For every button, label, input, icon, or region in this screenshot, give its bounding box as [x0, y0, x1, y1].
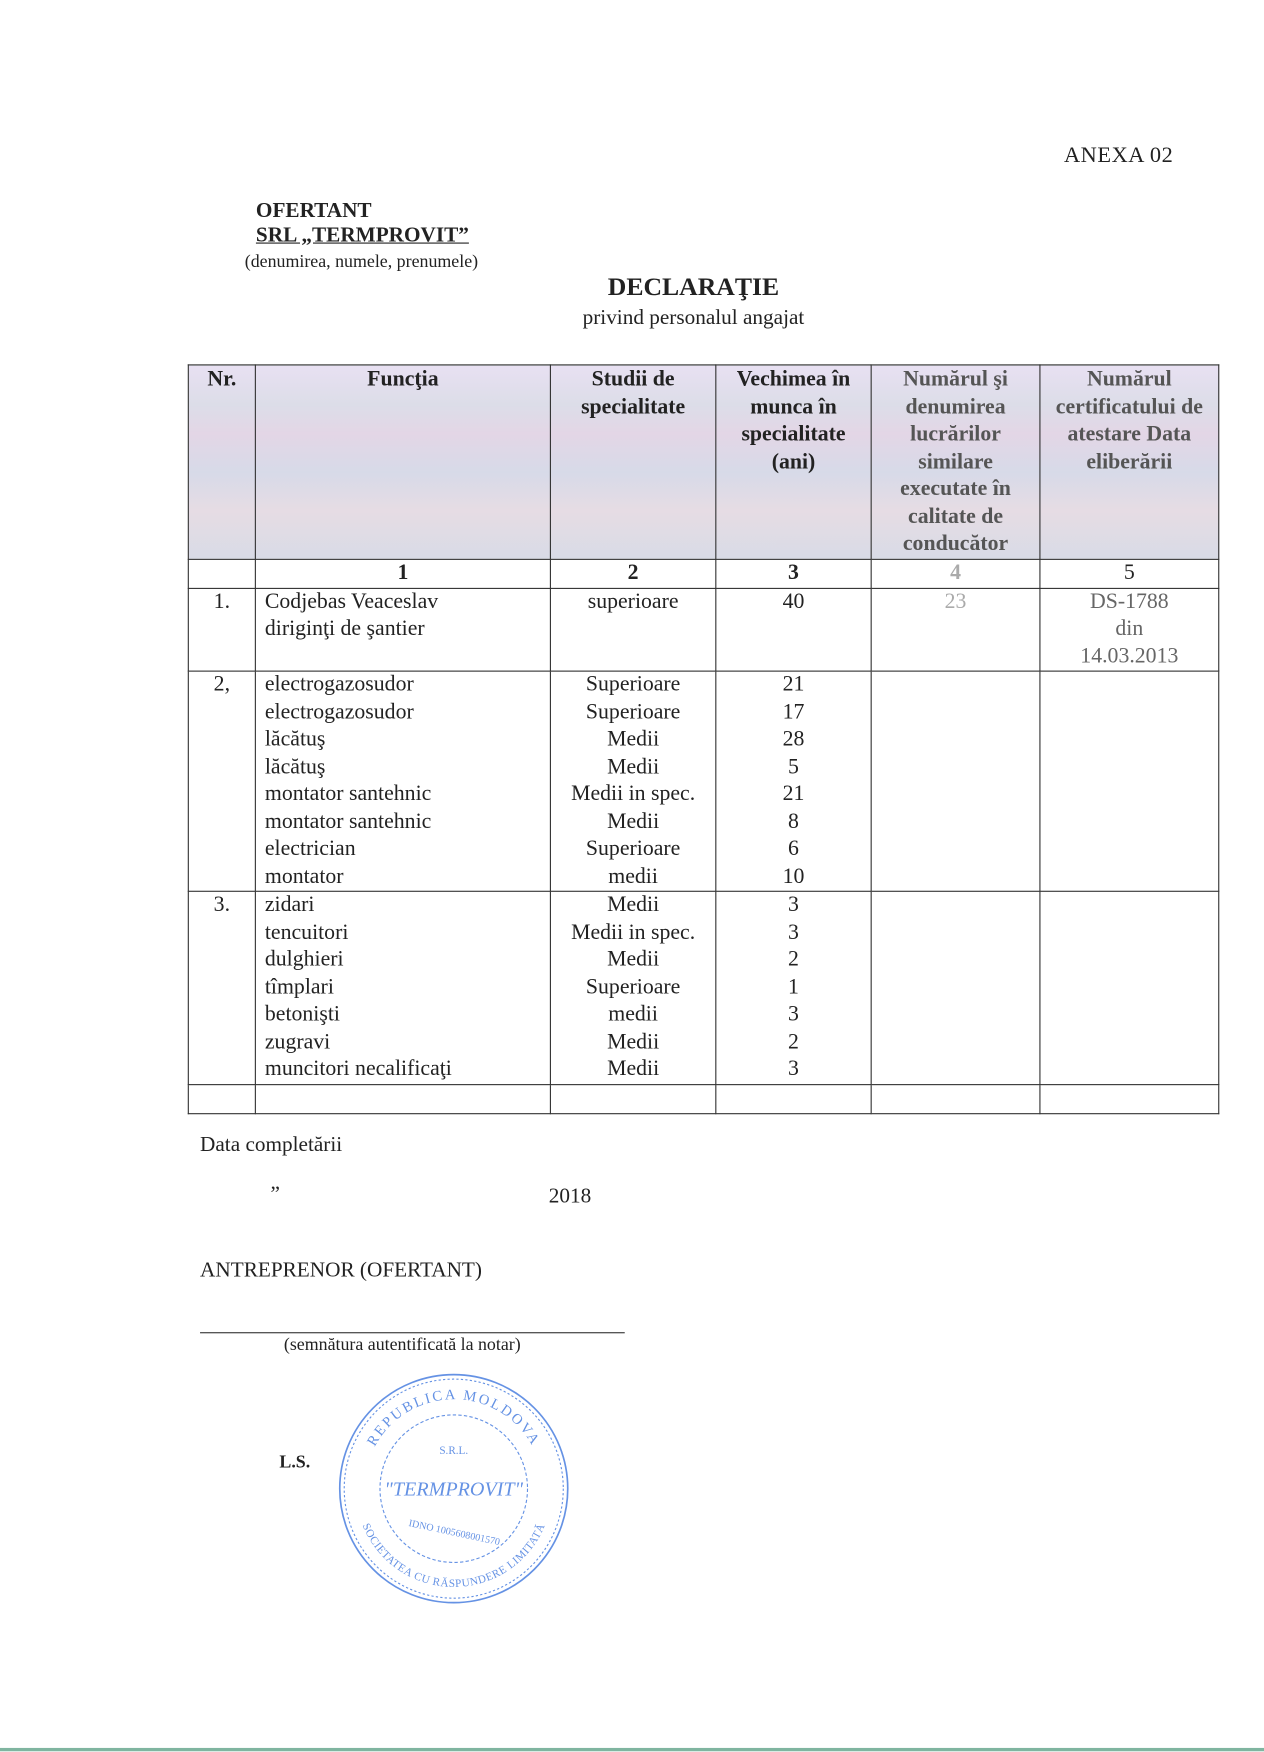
- experience-item: 21: [782, 672, 805, 697]
- function-item: electrician: [264, 837, 356, 861]
- experience-item: 2: [788, 1029, 799, 1054]
- table-row: [188, 588, 1218, 671]
- experience-item: 1: [788, 975, 799, 999]
- table-row: [188, 671, 1218, 891]
- experience-item: 8: [788, 809, 799, 834]
- studies-item: Superioare: [585, 672, 681, 697]
- function-item: zidari: [264, 892, 315, 917]
- signature-line: [200, 1332, 625, 1333]
- similar-works-cell: [871, 891, 1040, 1084]
- function-item: electrogazosudor: [264, 700, 414, 724]
- completion-date-label: Data completării: [200, 1133, 343, 1157]
- function-item: electrogazosudor: [264, 672, 414, 697]
- empty-row: [188, 1084, 1218, 1113]
- scan-edge: [0, 1748, 1264, 1751]
- function-item: Codjebas Veaceslav: [264, 589, 439, 614]
- function-item: betonişti: [264, 1002, 340, 1026]
- experience-cell: [716, 588, 871, 671]
- empty-cell: [1040, 1084, 1219, 1113]
- experience-item: 28: [782, 727, 805, 752]
- certificate-cell: [1040, 588, 1219, 671]
- stamp-company-name: "TERMPROVIT": [384, 1478, 524, 1501]
- column-number: 5: [1040, 559, 1219, 588]
- row-number: 2,: [188, 671, 255, 891]
- stamp-srl: S.R.L.: [439, 1444, 469, 1457]
- studies-item: Medii: [607, 947, 660, 972]
- annex-label: ANEXA 02: [1063, 143, 1174, 168]
- bidder-label: OFERTANT: [255, 198, 372, 223]
- date-year: 2018: [548, 1184, 592, 1209]
- studies-item: Medii: [607, 754, 660, 779]
- function-item: tîmplari: [264, 975, 334, 999]
- studies-item: Superioare: [585, 837, 681, 861]
- function-cell: [255, 891, 550, 1084]
- studies-item: Superioare: [585, 975, 681, 999]
- column-number: 1: [255, 559, 550, 588]
- column-number: 4: [871, 559, 1040, 588]
- table-header-row: [188, 365, 1218, 559]
- function-cell: [255, 588, 550, 671]
- column-header-similar-works: Numărul şi denumirea lucrărilor similare executate în calitate de conducător: [871, 365, 1040, 559]
- function-item: tencuitori: [264, 920, 349, 944]
- certificate-line: din: [1115, 616, 1144, 641]
- experience-item: 3: [788, 1057, 799, 1081]
- similar-works-cell: [871, 671, 1040, 891]
- column-number: 2: [550, 559, 715, 588]
- certificate-line: DS-1788: [1089, 589, 1169, 614]
- date-quote: ”: [270, 1182, 280, 1206]
- studies-item: superioare: [587, 589, 679, 614]
- column-header-certificate: Numărul certificatului de atestare Data eliberării: [1040, 365, 1219, 559]
- empty-cell: [550, 1084, 715, 1113]
- stamp-bottom-text: SOCIETATEA CU RĂSPUNDERE LIMITATĂ: [359, 1521, 548, 1591]
- experience-item: 6: [788, 837, 799, 861]
- experience-cell: [716, 891, 871, 1084]
- similar-works-cell: 23: [871, 588, 1040, 671]
- column-header-studies: Studii de specialitate: [550, 365, 715, 559]
- column-number-row: [188, 559, 1218, 588]
- function-cell: [255, 671, 550, 891]
- studies-item: Medii: [607, 892, 660, 917]
- experience-item: 3: [788, 1002, 799, 1026]
- experience-item: 17: [782, 700, 805, 724]
- document-title: DECLARAŢIE: [607, 272, 780, 301]
- row-number: 3.: [188, 891, 255, 1084]
- studies-item: Medii: [607, 727, 660, 752]
- empty-cell: [188, 1084, 255, 1113]
- stamp-top-text: REPUBLICA MOLDOVA: [364, 1387, 544, 1449]
- experience-item: 21: [782, 782, 805, 806]
- column-number: 3: [716, 559, 871, 588]
- certificate-cell: [1040, 891, 1219, 1084]
- studies-item: Superioare: [585, 700, 681, 724]
- studies-item: medii: [608, 864, 658, 888]
- experience-item: 5: [788, 754, 799, 779]
- document-subtitle: privind personalul angajat: [582, 306, 805, 330]
- svg-text:REPUBLICA MOLDOVA: [364, 1387, 543, 1449]
- signature-note: (semnătura autentificată la notar): [283, 1335, 521, 1355]
- function-item: lăcătuş: [264, 754, 326, 779]
- function-item: diriginţi de şantier: [264, 616, 425, 641]
- studies-item: [560, 616, 706, 643]
- empty-cell: [716, 1084, 871, 1113]
- studies-item: medii: [608, 1002, 658, 1026]
- function-item: montator santehnic: [264, 809, 432, 834]
- studies-item: Medii: [607, 1057, 660, 1081]
- empty-cell: [255, 1084, 550, 1113]
- bidder-block: [256, 199, 469, 248]
- row-number: 1.: [188, 588, 255, 671]
- certificate-cell: [1040, 671, 1219, 891]
- contractor-label: ANTREPRENOR (OFERTANT): [200, 1258, 482, 1282]
- column-header-experience: Vechimea în munca în specialitate (ani): [716, 365, 871, 559]
- studies-item: Medii: [607, 1029, 660, 1054]
- certificate-line: 14.03.2013: [1080, 644, 1179, 668]
- stamp-idno: IDNO 1005608001570: [407, 1518, 501, 1549]
- function-item: muncitori necalificaţi: [264, 1057, 452, 1081]
- function-item: dulghieri: [264, 947, 344, 972]
- studies-item: Medii in spec.: [571, 782, 696, 806]
- bidder-name: SRL „TERMPROVIT”: [255, 223, 469, 247]
- experience-item: 3: [788, 892, 799, 917]
- column-header-function: Funcţia: [255, 365, 550, 559]
- company-stamp: [335, 1370, 572, 1607]
- experience-item: 10: [782, 864, 805, 888]
- studies-item: Medii: [607, 809, 660, 834]
- function-item: zugravi: [264, 1029, 331, 1054]
- ls-mark: L.S.: [279, 1452, 311, 1472]
- experience-item: 40: [782, 589, 805, 614]
- personnel-table: [188, 364, 1220, 1113]
- studies-cell: [550, 891, 715, 1084]
- studies-cell: [550, 588, 715, 671]
- function-item: lăcătuş: [264, 727, 326, 752]
- bidder-note: (denumirea, numele, prenumele): [244, 252, 479, 272]
- experience-item: 2: [788, 947, 799, 972]
- column-header-nr: Nr.: [188, 365, 255, 559]
- experience-cell: [716, 671, 871, 891]
- function-item: montator: [264, 864, 344, 888]
- experience-item: 3: [788, 920, 799, 944]
- studies-cell: [550, 671, 715, 891]
- empty-cell: [871, 1084, 1040, 1113]
- table-row: [188, 891, 1218, 1084]
- function-item: montator santehnic: [264, 782, 432, 806]
- column-number: [188, 559, 255, 588]
- studies-item: Medii in spec.: [571, 920, 696, 944]
- experience-item: [725, 616, 861, 643]
